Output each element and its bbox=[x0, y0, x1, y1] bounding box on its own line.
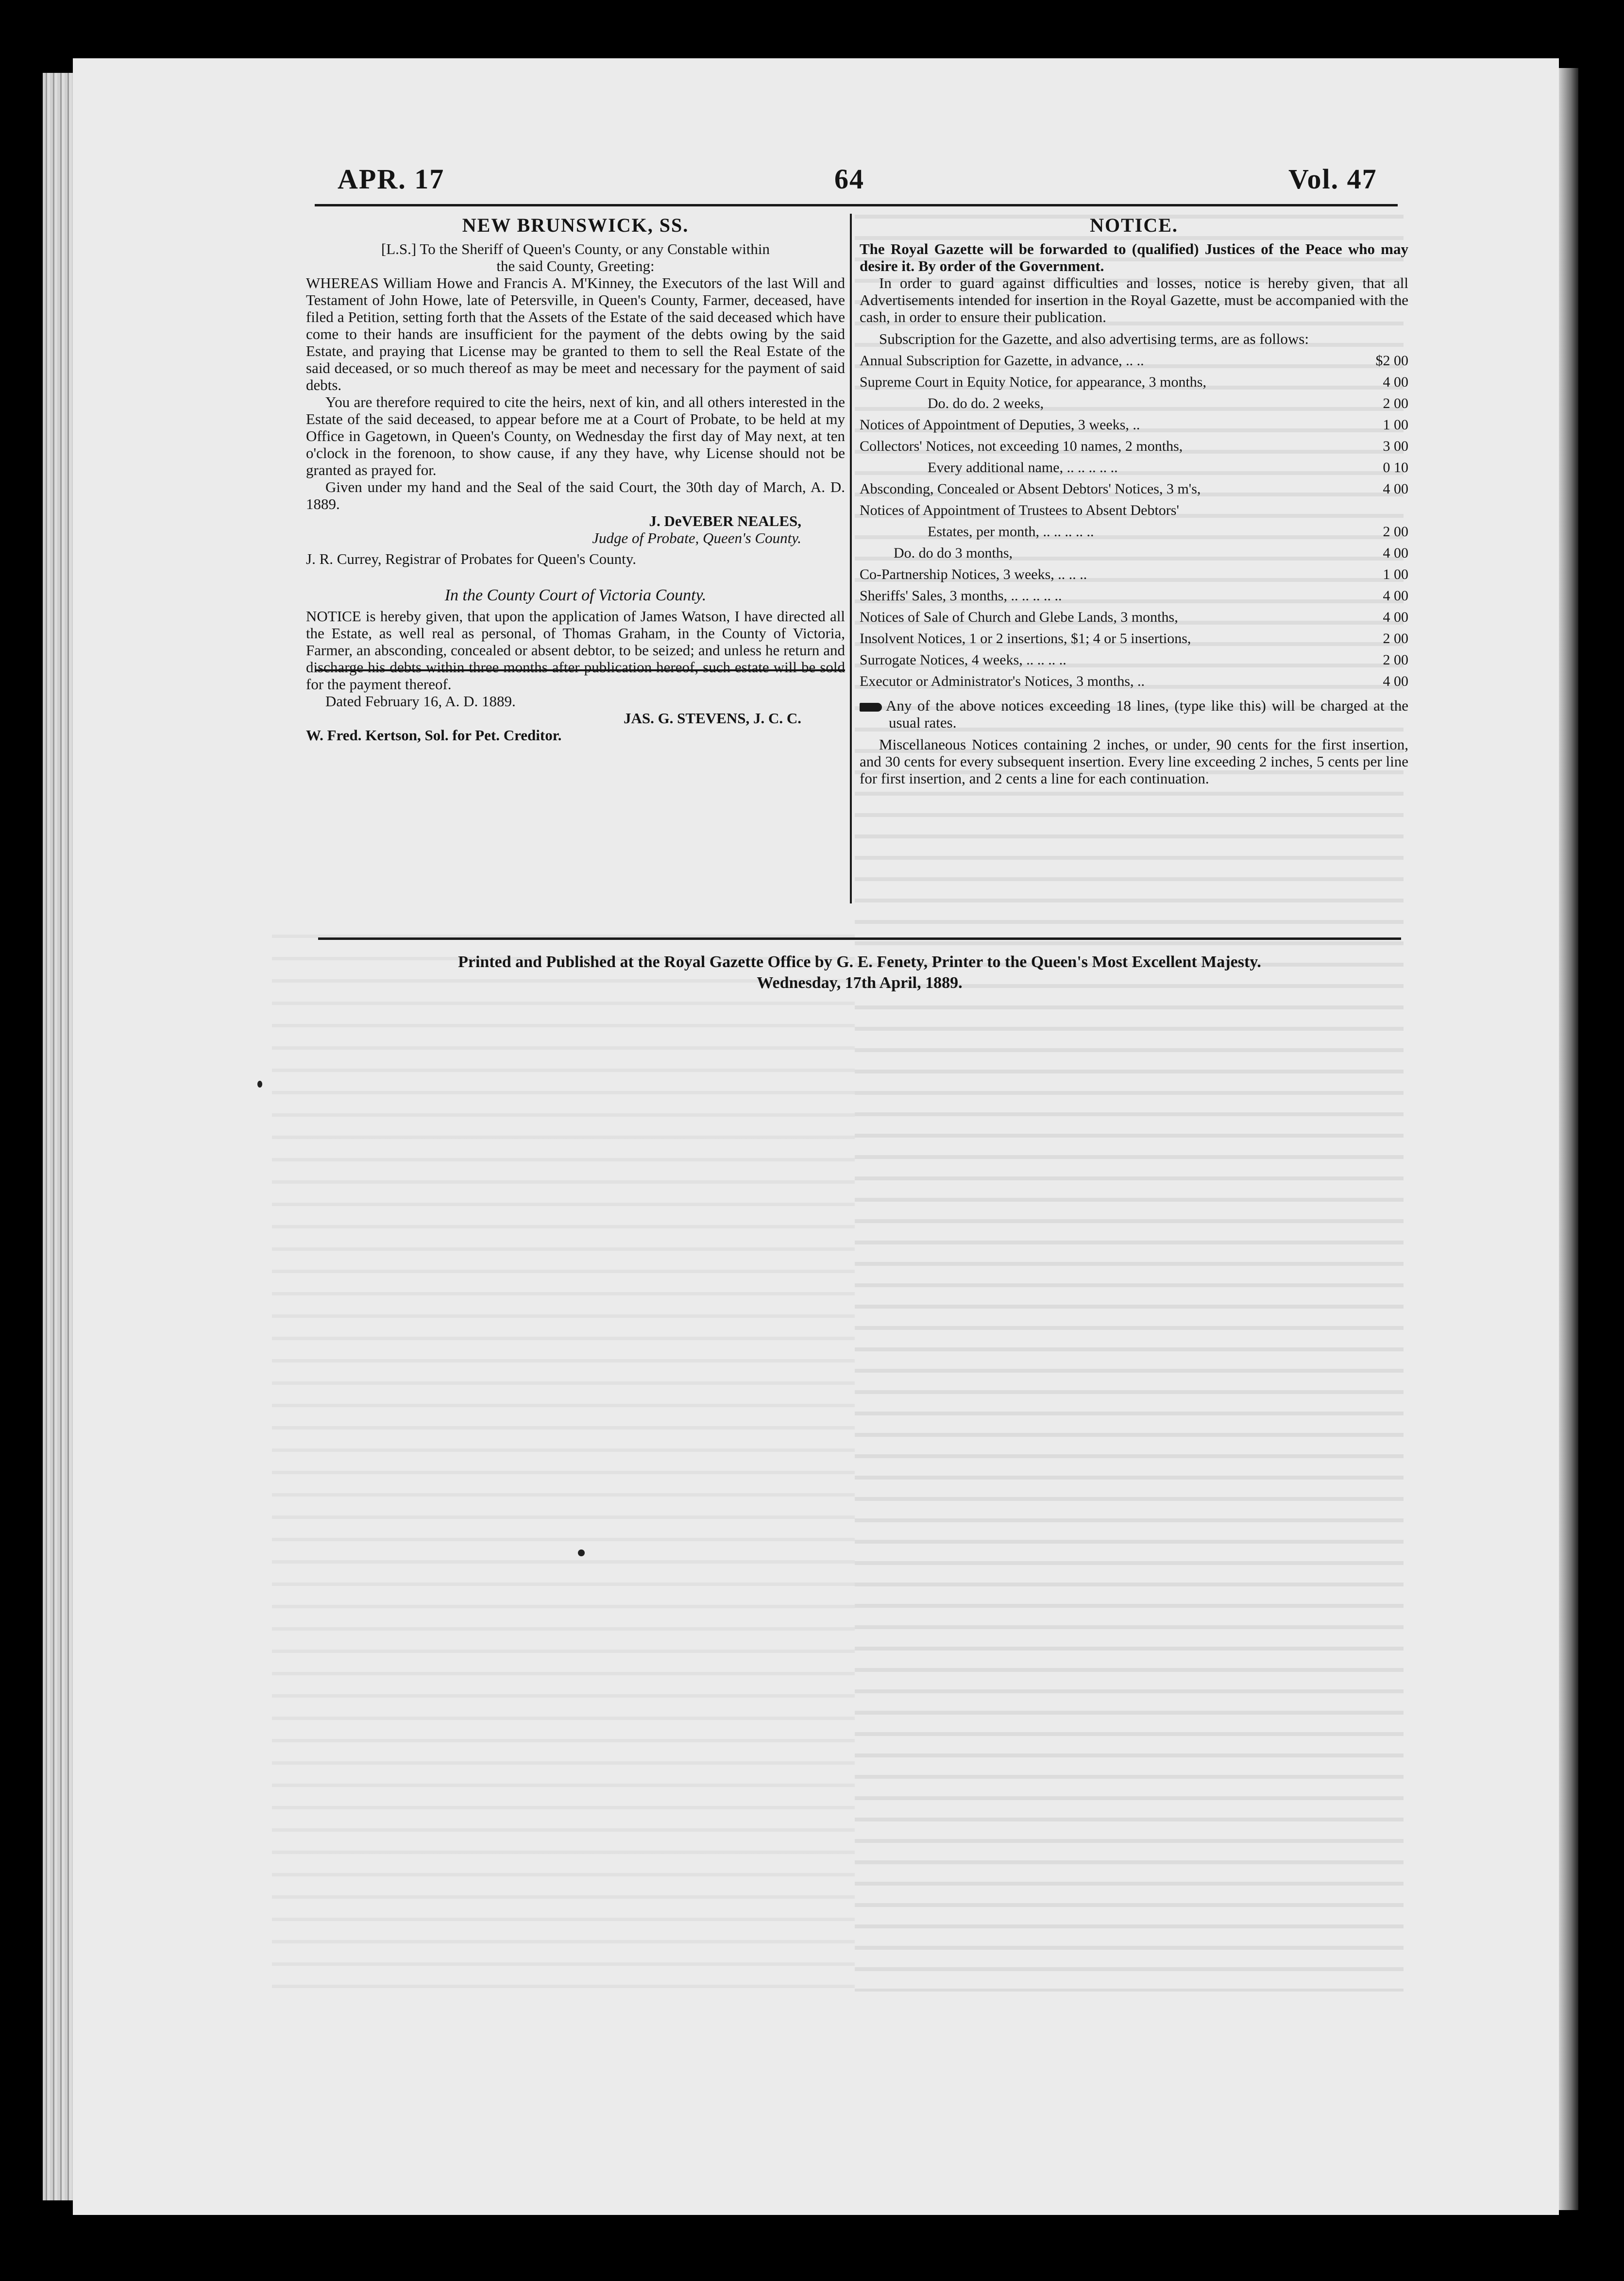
probate-title: NEW BRUNSWICK, SS. bbox=[462, 214, 689, 236]
footer-imprint: Printed and Published at the Royal Gazette Office by G. E. Fenety, Printer to the Queen's Most Excellent Majesty. bbox=[458, 953, 1261, 971]
probate-body-2: You are therefore required to cite the heirs, next of kin, and all others interested in the Estate of the said deceased, to appear before me at a Court of Probate, to be held at my Office in Gagetown, in Queen's County, on Wednesday the first day of May next, at ten o'clock in the forenoon, to show cause, if any they have, why License should not be granted as prayed for. bbox=[306, 393, 845, 478]
county-court-signature: JAS. G. STEVENS, J. C. C. bbox=[623, 710, 801, 727]
pointing-hand-icon bbox=[860, 703, 882, 712]
rate-row: Every additional name, .. .. .. .. .. 0 10 bbox=[928, 460, 1408, 476]
footer-rule bbox=[318, 937, 1401, 940]
notice-title: NOTICE. bbox=[1090, 214, 1178, 236]
excess-note: Any of the above notices exceeding 18 lines, (type like this) will be charged at the usual rates. bbox=[886, 697, 1408, 731]
excess-note-paragraph bbox=[860, 697, 1408, 731]
header-volume: Vol. 47 bbox=[1288, 163, 1377, 195]
notice-cash: In order to guard against difficulties and losses, notice is hereby given, that all Advertisements intended for insertion in the Royal Gazette, must be accompanied with the cash, in order to ensure their publication. bbox=[860, 274, 1408, 325]
probate-address-line-1: [L.S.] To the Sheriff of Queen's County, or any Constable within bbox=[381, 240, 770, 257]
probate-address-line-2: the said County, Greeting: bbox=[496, 257, 655, 274]
header-date: APR. 17 bbox=[338, 163, 445, 195]
rate-row: Do. do do. 2 weeks, 2 00 bbox=[928, 395, 1408, 411]
rate-row: Co-Partnership Notices, 3 weeks, .. .. .. 1 00 bbox=[860, 566, 1408, 582]
ink-speck bbox=[257, 1081, 262, 1088]
county-court-dated: Dated February 16, A. D. 1889. bbox=[325, 693, 516, 710]
rate-row: Notices of Appointment of Trustees to Absent Debtors' bbox=[860, 502, 1179, 518]
rate-row: Executor or Administrator's Notices, 3 months, .. 4 00 bbox=[860, 673, 1408, 689]
rate-row: Notices of Sale of Church and Glebe Lands, 3 months, 4 00 bbox=[860, 609, 1408, 625]
column-divider bbox=[850, 214, 852, 903]
rates-table bbox=[860, 350, 1408, 692]
probate-body-3: Given under my hand and the Seal of the said Court, the 30th day of March, A. D. 1889. bbox=[306, 478, 845, 512]
rate-row: Notices of Appointment of Deputies, 3 weeks, .. 1 00 bbox=[860, 417, 1408, 433]
probate-signature-title: Judge of Probate, Queen's County. bbox=[592, 529, 801, 546]
rate-row: Absconding, Concealed or Absent Debtors' Notices, 3 m's, 4 00 bbox=[860, 481, 1408, 497]
probate-body-1: WHEREAS William Howe and Francis A. M'Kinney, the Executors of the last Will and Testament of John Howe, late of Petersville, in Queen's County, Farmer, deceased, have filed a Petition, setting forth that the Assets of the Estate of the said deceased which have come to their hands are insufficient for the payment of the debts owing by the said Estate, and praying that License may be granted to them to sell the Real Estate of the said deceased, or so much thereof as may be meet and necessary for the payment of said debts. bbox=[306, 274, 845, 393]
probate-registrar: J. R. Currey, Registrar of Probates for Queen's County. bbox=[306, 550, 637, 567]
rate-row: Collectors' Notices, not exceeding 10 names, 2 months, 3 00 bbox=[860, 438, 1408, 454]
notice-intro: The Royal Gazette will be forwarded to (qualified) Justices of the Peace who may desire it. By order of the Government. bbox=[860, 240, 1408, 274]
rate-row: Sheriffs' Sales, 3 months, .. .. .. .. .. 4 00 bbox=[860, 588, 1408, 604]
header-page-number: 64 bbox=[834, 163, 864, 195]
book-page-edges-left bbox=[43, 73, 73, 2200]
left-column bbox=[306, 214, 845, 744]
rate-row: Annual Subscription for Gazette, in advance, .. .. $2 00 bbox=[860, 353, 1408, 369]
notice-terms-intro: Subscription for the Gazette, and also advertising terms, are as follows: bbox=[879, 330, 1309, 347]
county-court-body: NOTICE is hereby given, that upon the application of James Watson, I have directed all the Estate, as well real as personal, of Thomas Graham, in the County of Victoria, Farmer, an absconding, concealed or absent debtor, to be seized; and unless he return and discharge his debts within three months after publication hereof, such estate will be sold for the payment thereof. bbox=[306, 608, 845, 693]
county-court-solicitor: W. Fred. Kertson, Sol. for Pet. Creditor. bbox=[306, 727, 562, 744]
ink-speck bbox=[578, 1549, 585, 1556]
probate-signature-name: J. DeVEBER NEALES, bbox=[649, 512, 801, 529]
book-page-edge-right bbox=[1559, 68, 1578, 2210]
county-court-title: In the County Court of Victoria County. bbox=[444, 586, 707, 604]
header-rule bbox=[315, 204, 1398, 206]
rate-row: Surrogate Notices, 4 weeks, .. .. .. .. 2 00 bbox=[860, 652, 1408, 668]
misc-notice: Miscellaneous Notices containing 2 inches, or under, 90 cents for the first insertion, and 30 cents for every subsequent insertion. Every line exceeding 2 inches, 5 cents per line for first insertion, and 2 cents a line for each continuation. bbox=[860, 736, 1408, 787]
rate-row: Supreme Court in Equity Notice, for appearance, 3 months, 4 00 bbox=[860, 374, 1408, 390]
right-column bbox=[860, 214, 1408, 787]
rate-row: Insolvent Notices, 1 or 2 insertions, $1; 4 or 5 insertions, 2 00 bbox=[860, 630, 1408, 647]
rate-row: Do. do do 3 months, 4 00 bbox=[894, 545, 1408, 561]
bleed-through-text-lower bbox=[272, 923, 855, 1992]
footer-date: Wednesday, 17th April, 1889. bbox=[757, 974, 963, 992]
rate-row: Estates, per month, .. .. .. .. .. 2 00 bbox=[928, 524, 1408, 540]
